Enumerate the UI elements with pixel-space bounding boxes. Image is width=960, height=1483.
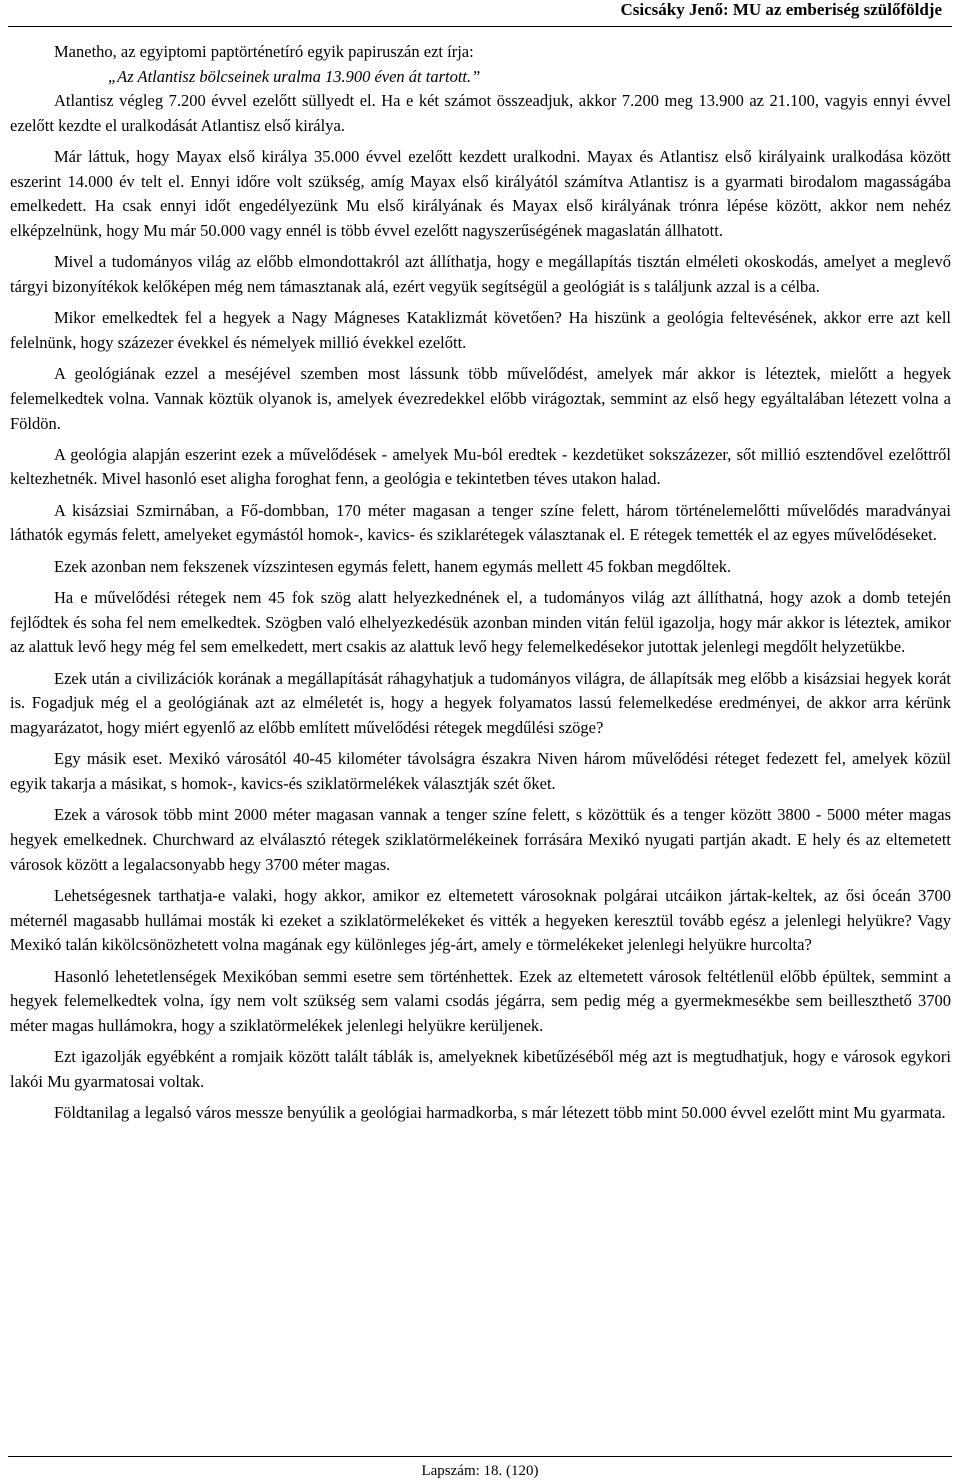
footer-divider xyxy=(8,1456,952,1457)
page-body xyxy=(10,40,951,1126)
page-number: Lapszám: 18. (120) xyxy=(421,1463,539,1479)
paragraph: Ezt igazolják egyébként a romjaik között talált táblák is, amelyeknek kibetűzéséből még azt is megtudhatjuk, hogy e városok egykori lakói Mu gyarmatosai voltak. xyxy=(10,1047,951,1091)
paragraph: Mikor emelkedtek fel a hegyek a Nagy Mágneses Kataklizmát követően? Ha hiszünk a geológia feltevésének, akkor erre azt kell felelnünk, hogy százezer évekkel és némelyek millió évekkel ezelőtt. xyxy=(10,308,951,352)
intro-line: Manetho, az egyiptomi paptörténetíró egyik papiruszán ezt írja: xyxy=(54,42,474,61)
manetho-quote: „Az Atlantisz bölcseinek uralma 13.900 éven át tartott.” xyxy=(108,66,481,86)
page-header-title: Csicsáky Jenő: MU az emberiség szülőföldje xyxy=(620,0,942,19)
paragraph: A kisázsiai Szmirnában, a Fő-dombban, 170 méter magasan a tenger színe felett, három történelemelőtti művelődés maradványai láthatók egymás felett, amelyeket egymástól homok-, kavics- és sziklarétegek választanak el. E rétegek temették el az egyes művelődéseket. xyxy=(10,500,951,545)
paragraph: A geológiának ezzel a meséjével szemben most lássunk több művelődést, amelyek már akkor is léteztek, mielőtt a hegyek felemelkedtek volna. Vannak köztük olyanok is, amelyek évezredekkel előbb virágoztak, semmint az első hegy egyáltalában létezett volna a Földön. xyxy=(10,364,951,433)
paragraph: Ezek azonban nem fekszenek vízszintesen egymás felett, hanem egymás mellett 45 fokban megdőltek. xyxy=(54,556,732,576)
paragraph: Ezek a városok több mint 2000 méter magasan vannak a tenger színe felett, s közöttük és a tenger között 3800 - 5000 méter magas hegyek emelkednek. Churchward az elválasztó rétegek sziklatörmelékeinek forrására Mexikó nyugati partján akadt. E hely és az eltemetett városok között a legalacsonyabb hegy 3700 méter magas. xyxy=(10,805,951,874)
paragraph: Hasonló lehetetlenségek Mexikóban semmi esetre sem történhettek. Ezek az eltemetett városok feltétlenül előbb épültek, semmint a hegyek felemelkedtek volna, így nem volt szükség sem valami csodás jégárra, sem pedig még a gyermekmesékbe sem beilleszthető 3700 méter magas hullámokra, hogy a sziklatörmelékek jelenlegi helyükre kerüljenek. xyxy=(10,966,951,1035)
paragraph: Földtanilag a legalsó város messze benyúlik a geológiai harmadkorba, s már létezett több mint 50.000 évvel ezelőtt mint Mu gyarmata. xyxy=(54,1103,946,1123)
header-divider xyxy=(8,26,952,27)
paragraph: Már láttuk, hogy Mayax első királya 35.000 évvel ezelőtt kezdett uralkodni. Mayax és Atlantisz első királyaink uralkodása között eszerint 14.000 év telt el. Ennyi időre volt szükség, amíg Mayax első királyától számítva Atlantisz is a gyarmati birodalom magasságába emelkedett. Ha csak ennyi időt engedélyezünk Mu első királyának és Mayax első királyának trónra lépése között, akkor nem nehéz elképzelnünk, hogy Mu már 50.000 vagy ennél is több évvel ezelőtt nagyszerűségének magaslatán állhatott. xyxy=(10,147,951,240)
paragraph: Mivel a tudományos világ az előbb elmondottakról azt állíthatja, hogy e megállapítás tisztán elméleti okoskodás, amelyet a meglevő tárgyi bizonyítékok kelőképen még nem támasztanak alá, ezért vegyük segítségül a geológiát is s találjunk azzal is a célba. xyxy=(10,252,951,296)
paragraph: Lehetségesnek tarthatja-e valaki, hogy akkor, amikor ez eltemetett városoknak polgárai utcáikon jártak-keltek, az ősi óceán 3700 méternél magasabb hullámai mosták ki ezeket a sziklatörmelékeket és vitték a hegyeken keresztül tovább egész a jelenlegi helyükre? Vagy Mexikó talán kikölcsönözhetett volna magának egy különleges jég-árt, amely e törmelékeket jelenlegi helyükre hurcolta? xyxy=(10,885,951,955)
paragraph: A geológia alapján eszerint ezek a művelődések - amelyek Mu-ból eredtek - kezdetüket sokszázezer, sőt millió esztendővel ezelőttről keltezhetnék. Mivel hasonló eset aligha foroghat fenn, a geológia e tekintetben téves utakon halad. xyxy=(10,444,951,489)
paragraph: Ha e művelődési rétegek nem 45 fok szög alatt helyezkednének el, a tudományos világ azt állíthatná, hogy azok a domb tetején fejlődtek és soha fel nem emelkedtek. Szögben való elhelyezkedésük azonban minden vitán felül igazolja, hogy már akkor is léteztek, amikor az alattuk levő hegy még fel sem emelkedett, mert csakis az alattuk levő hegy felemelkedésekor jutottak jelenlegi megdőlt helyzetükbe. xyxy=(10,588,951,657)
paragraph: Ezek után a civilizációk korának a megállapítását ráhagyhatjuk a tudományos világra, de állapítsák meg előbb a kisázsiai hegyek korát is. Fogadjuk még el a geológiának azt az elméletét is, hogy a hegyek folyamatos lassú felemelkedése eredményei, de akkor arra kérünk magyarázatot, hogy miért egyenlő az előbb említett művelődési rétegek megdűlési szöge? xyxy=(10,668,951,738)
paragraph: Atlantisz végleg 7.200 évvel ezelőtt süllyedt el. Ha e két számot összeadjuk, akkor 7.200 meg 13.900 az 21.100, vagyis ennyi évvel ezelőtt kezdte el uralkodását Atlantisz első királya. xyxy=(10,91,951,135)
paragraph: Egy másik eset. Mexikó városától 40-45 kilométer távolságra északra Niven három művelődési réteget fedezett fel, amelyek közül egyik takarja a másikat, s homok-, kavics-és sziklatörmelékek választják szét őket. xyxy=(10,749,951,793)
